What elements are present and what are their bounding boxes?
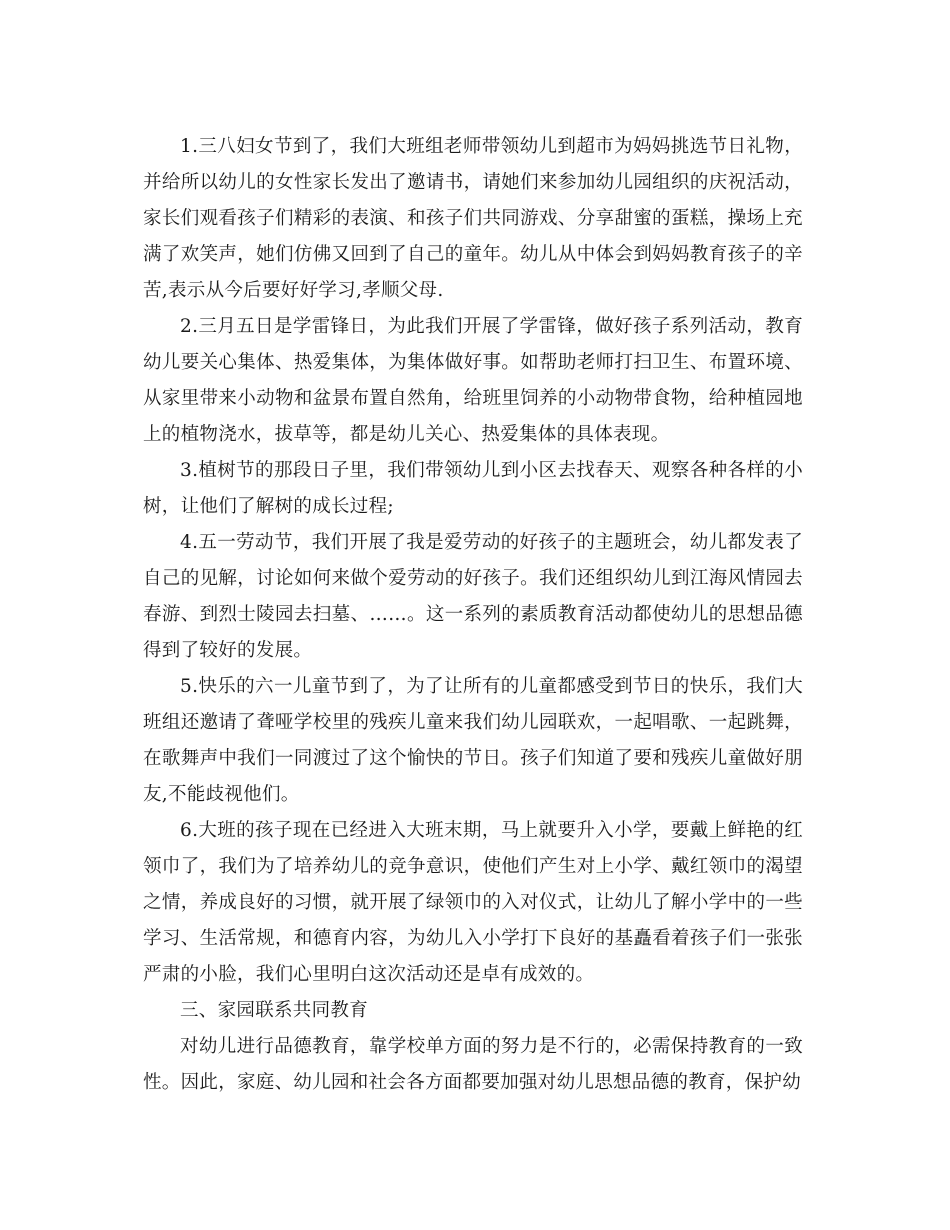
paragraph-4: 4.五一劳动节，我们开展了我是爱劳动的好孩子的主题班会，幼儿都发表了自己的见解，讨论如何来做个爱劳动的好孩子。我们还组织幼儿到江海风情园去春游、到烈士陵园去扫墓、……。这一系列的素质教育活动都使幼儿的思想品德得到了较好的发展。 xyxy=(143,532,803,661)
paragraph-5: 5.快乐的六一儿童节到了，为了让所有的儿童都感受到节日的快乐，我们大班组还邀请了聋哑学校里的残疾儿童来我们幼儿园联欢，一起唱歌、一起跳舞，在歌舞声中我们一同渡过了这个愉快的节日。孩子们知道了要和残疾儿童做好朋友,不能歧视他们。 xyxy=(143,676,803,805)
document-body xyxy=(143,129,803,1101)
paragraph-1: 1.三八妇女节到了，我们大班组老师带领幼儿到超市为妈妈挑选节日礼物，并给所以幼儿的女性家长发出了邀请书，请她们来参加幼儿园组织的庆祝活动，家长们观看孩子们精彩的表演、和孩子们共同游戏、分享甜蜜的蛋糕，操场上充满了欢笑声，她们仿佛又回到了自己的童年。幼儿从中体会到妈妈教育孩子的辛苦,表示从今后要好好学习,孝顺父母. xyxy=(143,136,803,301)
section-heading: 三、家园联系共同教育 xyxy=(180,1000,369,1021)
paragraph-7: 对幼儿进行品德教育，靠学校单方面的努力是不行的，必需保持教育的一致性。因此，家庭、幼儿园和社会各方面都要加强对幼儿思想品德的教育，保护幼 xyxy=(143,1036,803,1093)
paragraph-2: 2.三月五日是学雷锋日，为此我们开展了学雷锋，做好孩子系列活动，教育幼儿要关心集体、热爱集体，为集体做好事。如帮助老师打扫卫生、布置环境、从家里带来小动物和盆景布置自然角，给班里饲养的小动物带食物，给种植园地上的植物浇水，拔草等，都是幼儿关心、热爱集体的具体表现。 xyxy=(143,316,803,445)
paragraph-3: 3.植树节的那段日子里，我们带领幼儿到小区去找春天、观察各种各样的小树，让他们了解树的成长过程; xyxy=(143,460,803,517)
paragraph-6: 6.大班的孩子现在已经进入大班末期，马上就要升入小学，要戴上鲜艳的红领巾了，我们为了培养幼儿的竞争意识，使他们产生对上小学、戴红领巾的渴望之情，养成良好的习惯，就开展了绿领巾的入对仪式，让幼儿了解小学中的一些学习、生活常规，和德育内容，为幼儿入小学打下良好的基矗看着孩子们一张张严肃的小脸，我们心里明白这次活动还是卓有成效的。 xyxy=(143,820,803,985)
